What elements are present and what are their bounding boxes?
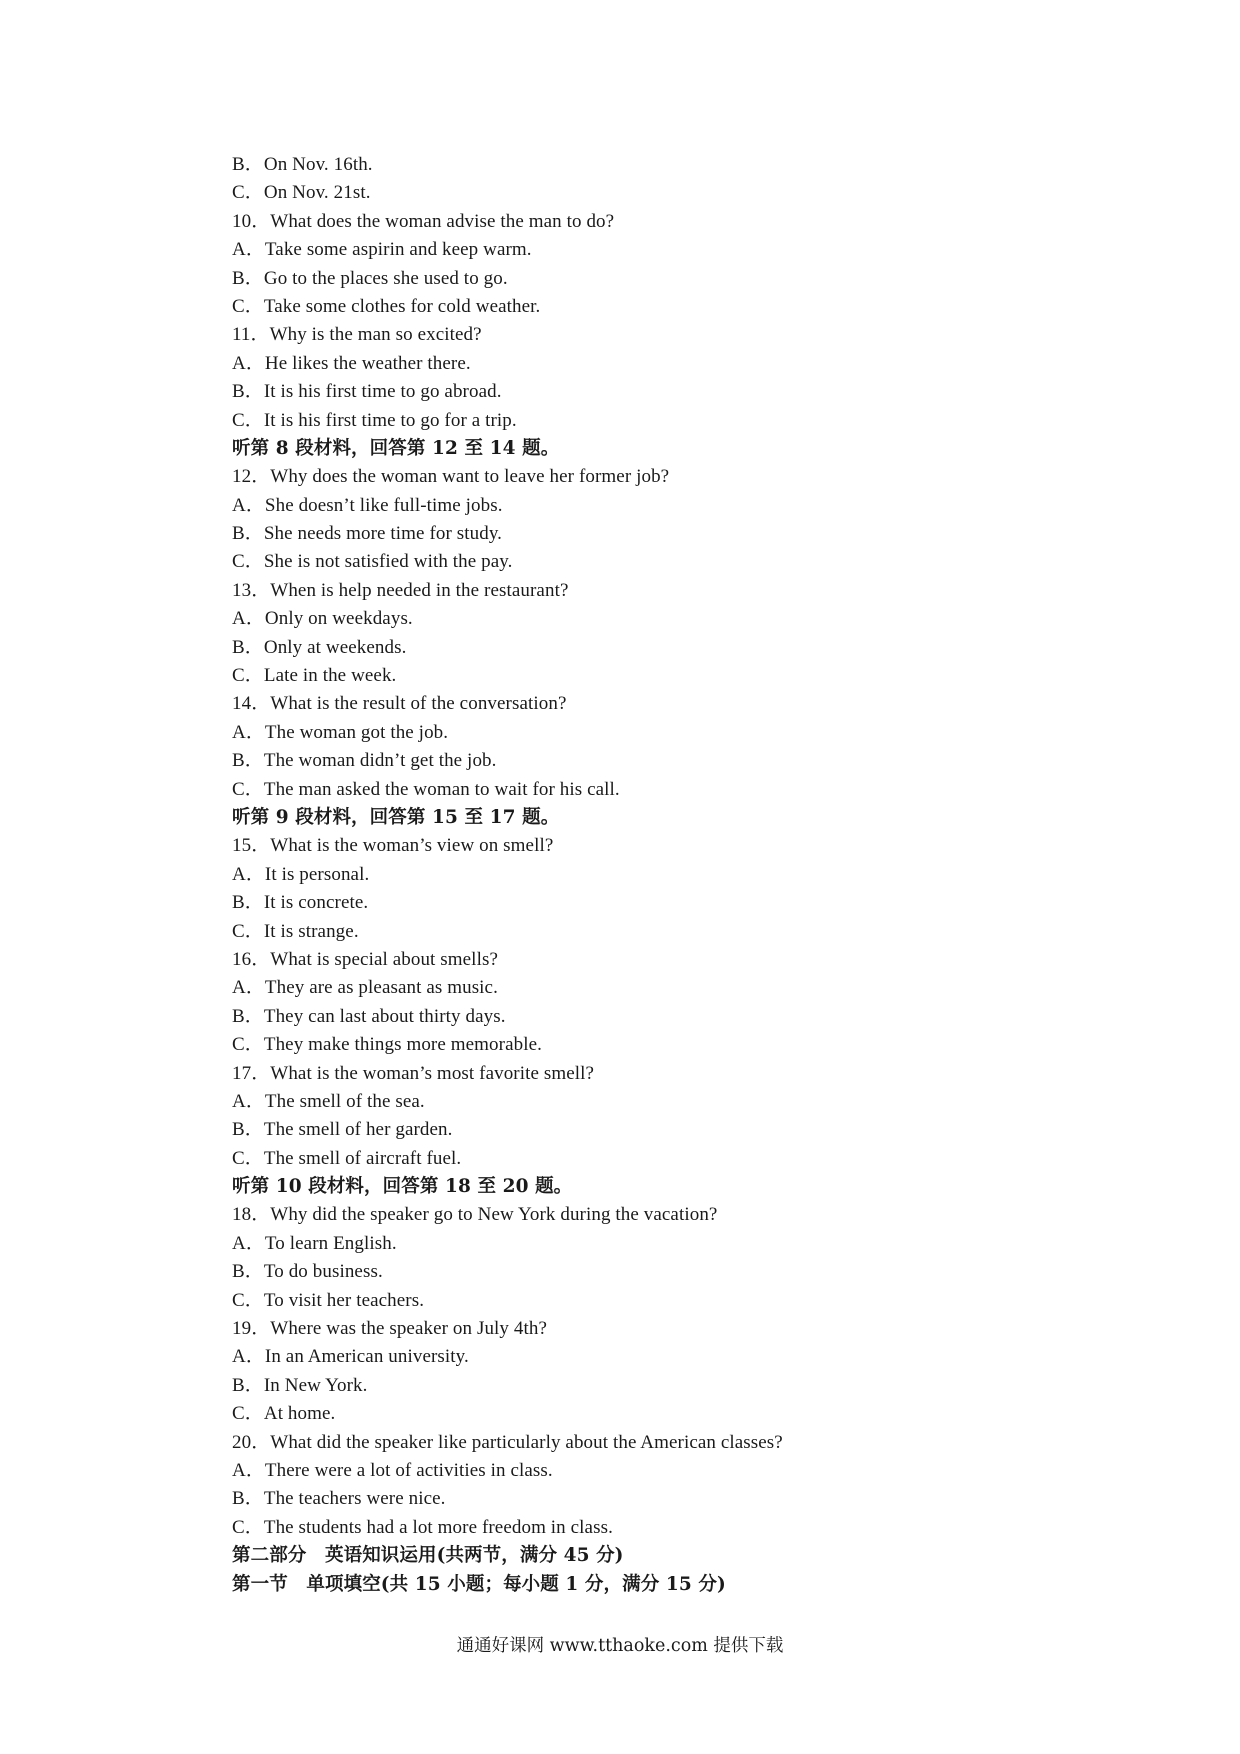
question-stem: 10．What does the woman advise the man to do? — [232, 210, 615, 232]
answer-option: B．Only at weekends. — [232, 636, 407, 658]
answer-option: B．They can last about thirty days. — [232, 1005, 506, 1027]
answer-option: A．In an American university. — [232, 1346, 469, 1368]
answer-option: C．She is not satisfied with the pay. — [232, 551, 513, 573]
answer-option: C．Late in the week. — [232, 665, 397, 687]
question-stem: 15．What is the woman’s view on smell? — [232, 835, 554, 857]
answer-option: A．He likes the weather there. — [232, 352, 471, 374]
answer-option: B．It is concrete. — [232, 892, 369, 914]
answer-option: A．It is personal. — [232, 863, 370, 885]
question-stem: 16．What is special about smells? — [232, 948, 498, 970]
question-stem: 14．What is the result of the conversation? — [232, 693, 567, 715]
answer-option: C．They make things more memorable. — [232, 1034, 542, 1056]
answer-option: A．To learn English. — [232, 1232, 397, 1254]
section-heading: 第二部分 英语知识运用(共两节，满分 45 分) — [232, 1545, 624, 1567]
question-stem: 19．Where was the speaker on July 4th? — [232, 1318, 547, 1340]
section-heading: 听第 8 段材料，回答第 12 至 14 题。 — [232, 437, 560, 459]
answer-option: C．The students had a lot more freedom in class. — [232, 1516, 613, 1538]
exam-page-body — [232, 151, 1132, 1599]
answer-option: C．At home. — [232, 1403, 336, 1425]
question-stem: 13．When is help needed in the restaurant? — [232, 579, 569, 601]
answer-option: C．Take some clothes for cold weather. — [232, 295, 541, 317]
answer-option: A．She doesn’t like full-time jobs. — [232, 494, 503, 516]
question-stem: 12．Why does the woman want to leave her former job? — [232, 466, 670, 488]
answer-option: B．It is his first time to go abroad. — [232, 381, 502, 403]
answer-option: B．The teachers were nice. — [232, 1488, 446, 1510]
page-footer: 通通好课网 www.tthaoke.com 提供下载 — [456, 1636, 784, 1656]
answer-option: B．On Nov. 16th. — [232, 154, 373, 175]
section-heading: 听第 9 段材料，回答第 15 至 17 题。 — [232, 806, 560, 828]
answer-option: B．She needs more time for study. — [232, 523, 503, 545]
question-stem: 18．Why did the speaker go to New York during the vacation? — [232, 1204, 718, 1226]
answer-option: A．Take some aspirin and keep warm. — [232, 239, 532, 261]
question-stem: 17．What is the woman’s most favorite smell? — [232, 1062, 595, 1084]
answer-option: C．It is his first time to go for a trip. — [232, 409, 517, 431]
answer-option: A．They are as pleasant as music. — [232, 977, 498, 999]
answer-option: C．The man asked the woman to wait for his call. — [232, 778, 620, 800]
answer-option: B．Go to the places she used to go. — [232, 267, 508, 289]
answer-option: C．It is strange. — [232, 920, 359, 942]
answer-option: A．The smell of the sea. — [232, 1090, 425, 1112]
answer-option: B．The woman didn’t get the job. — [232, 750, 497, 772]
answer-option: A．There were a lot of activities in class. — [232, 1459, 553, 1481]
answer-option: A．Only on weekdays. — [232, 608, 413, 630]
question-stem: 20．What did the speaker like particularly about the American classes? — [232, 1431, 783, 1453]
answer-option: B．To do business. — [232, 1261, 383, 1283]
answer-option: C．To visit her teachers. — [232, 1289, 425, 1311]
question-stem: 11．Why is the man so excited? — [232, 324, 482, 346]
answer-option: A．The woman got the job. — [232, 721, 449, 743]
section-heading: 听第 10 段材料，回答第 18 至 20 题。 — [232, 1176, 573, 1198]
section-heading: 第一节 单项填空(共 15 小题；每小题 1 分，满分 15 分) — [232, 1573, 726, 1595]
answer-option: C．On Nov. 21st. — [232, 182, 371, 204]
answer-option: B．In New York. — [232, 1374, 368, 1396]
answer-option: C．The smell of aircraft fuel. — [232, 1147, 462, 1169]
answer-option: B．The smell of her garden. — [232, 1119, 453, 1141]
